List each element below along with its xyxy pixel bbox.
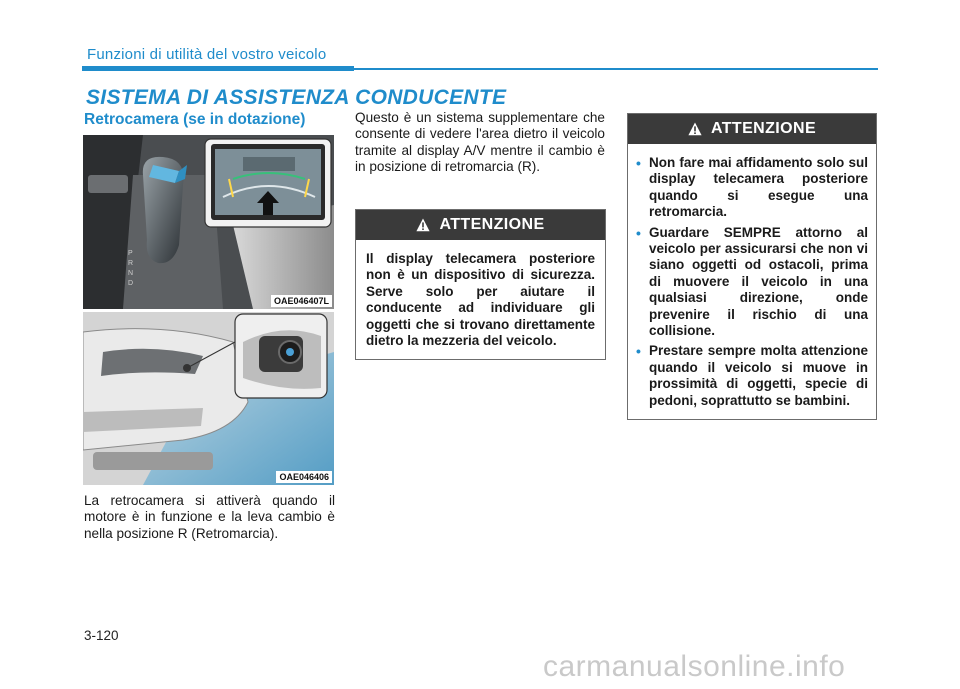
warning-triangle-icon (416, 218, 430, 232)
page-number: 3-120 (84, 628, 119, 643)
bullet-icon: • (636, 155, 641, 171)
rear-camera-car-image (83, 312, 334, 485)
caution-header (628, 114, 876, 144)
warning-triangle-icon (688, 122, 702, 136)
section-title: SISTEMA DI ASSISTENZA CONDUCENTE (86, 86, 507, 109)
subsection-title: Retrocamera (se in dotazione) (84, 111, 306, 128)
caution-item (636, 225, 868, 340)
caution-title: ATTENZIONE (439, 216, 545, 233)
caution-title: ATTENZIONE (710, 120, 817, 137)
header-rule-thick (82, 66, 354, 71)
left-paragraph: La retrocamera si attiverà quando il motore è in funzione e la leva cambio è nella posizione R (Retromarcia). (84, 493, 335, 541)
caution-text: Il display telecamera posteriore non è un dispositivo di sicurezza. Serve solo per aiutare il conducente ad individuare gli oggetti che si trovano direttamente dietro la mezzeria del veicolo. (366, 251, 595, 349)
svg-text:P: P (128, 250, 133, 257)
image-code-top: OAE046407L (271, 295, 332, 307)
svg-text:D: D (128, 280, 134, 287)
caution-box-right (627, 113, 877, 420)
middle-paragraph: Questo è un sistema supplementare che consente di vedere l'area dietro il veicolo tramite al display A/V mentre il cambio è in posizione di retromarcia (R). (355, 110, 605, 174)
caution-list (628, 144, 876, 419)
caution-item-text: Non fare mai affidamento solo sul display telecamera posteriore quando si esegue una retromarcia. (649, 155, 868, 220)
gear-shift-illustration (83, 135, 334, 309)
bullet-icon: • (636, 224, 641, 241)
caution-item-text: Prestare sempre molta attenzione quando il veicolo si muove in prossimità di oggetti, specie di pedoni, soprattutto se bambini. (649, 343, 868, 408)
image-code-bottom: OAE046406 (276, 471, 332, 483)
caution-item-text: Guardare SEMPRE attorno al veicolo per assicurarsi che non vi siano oggetti od ostacoli, prima di muovere il veicolo in una qualsiasi direzione, onde prevenire il rischio di una collisione. (649, 224, 868, 339)
svg-text:N: N (128, 270, 134, 277)
gear-shift-camera-image (83, 135, 334, 309)
caution-item (636, 155, 868, 221)
caution-item (636, 343, 868, 409)
bullet-icon: • (636, 343, 641, 360)
caution-header (356, 210, 605, 240)
header-rule-thin (354, 68, 878, 70)
car-rear-illustration (83, 312, 334, 485)
svg-text:R: R (128, 260, 134, 267)
caution-box-middle (355, 209, 606, 360)
chapter-title: Funzioni di utilità del vostro veicolo (87, 46, 327, 63)
watermark: carmanualsonline.info (543, 650, 846, 683)
